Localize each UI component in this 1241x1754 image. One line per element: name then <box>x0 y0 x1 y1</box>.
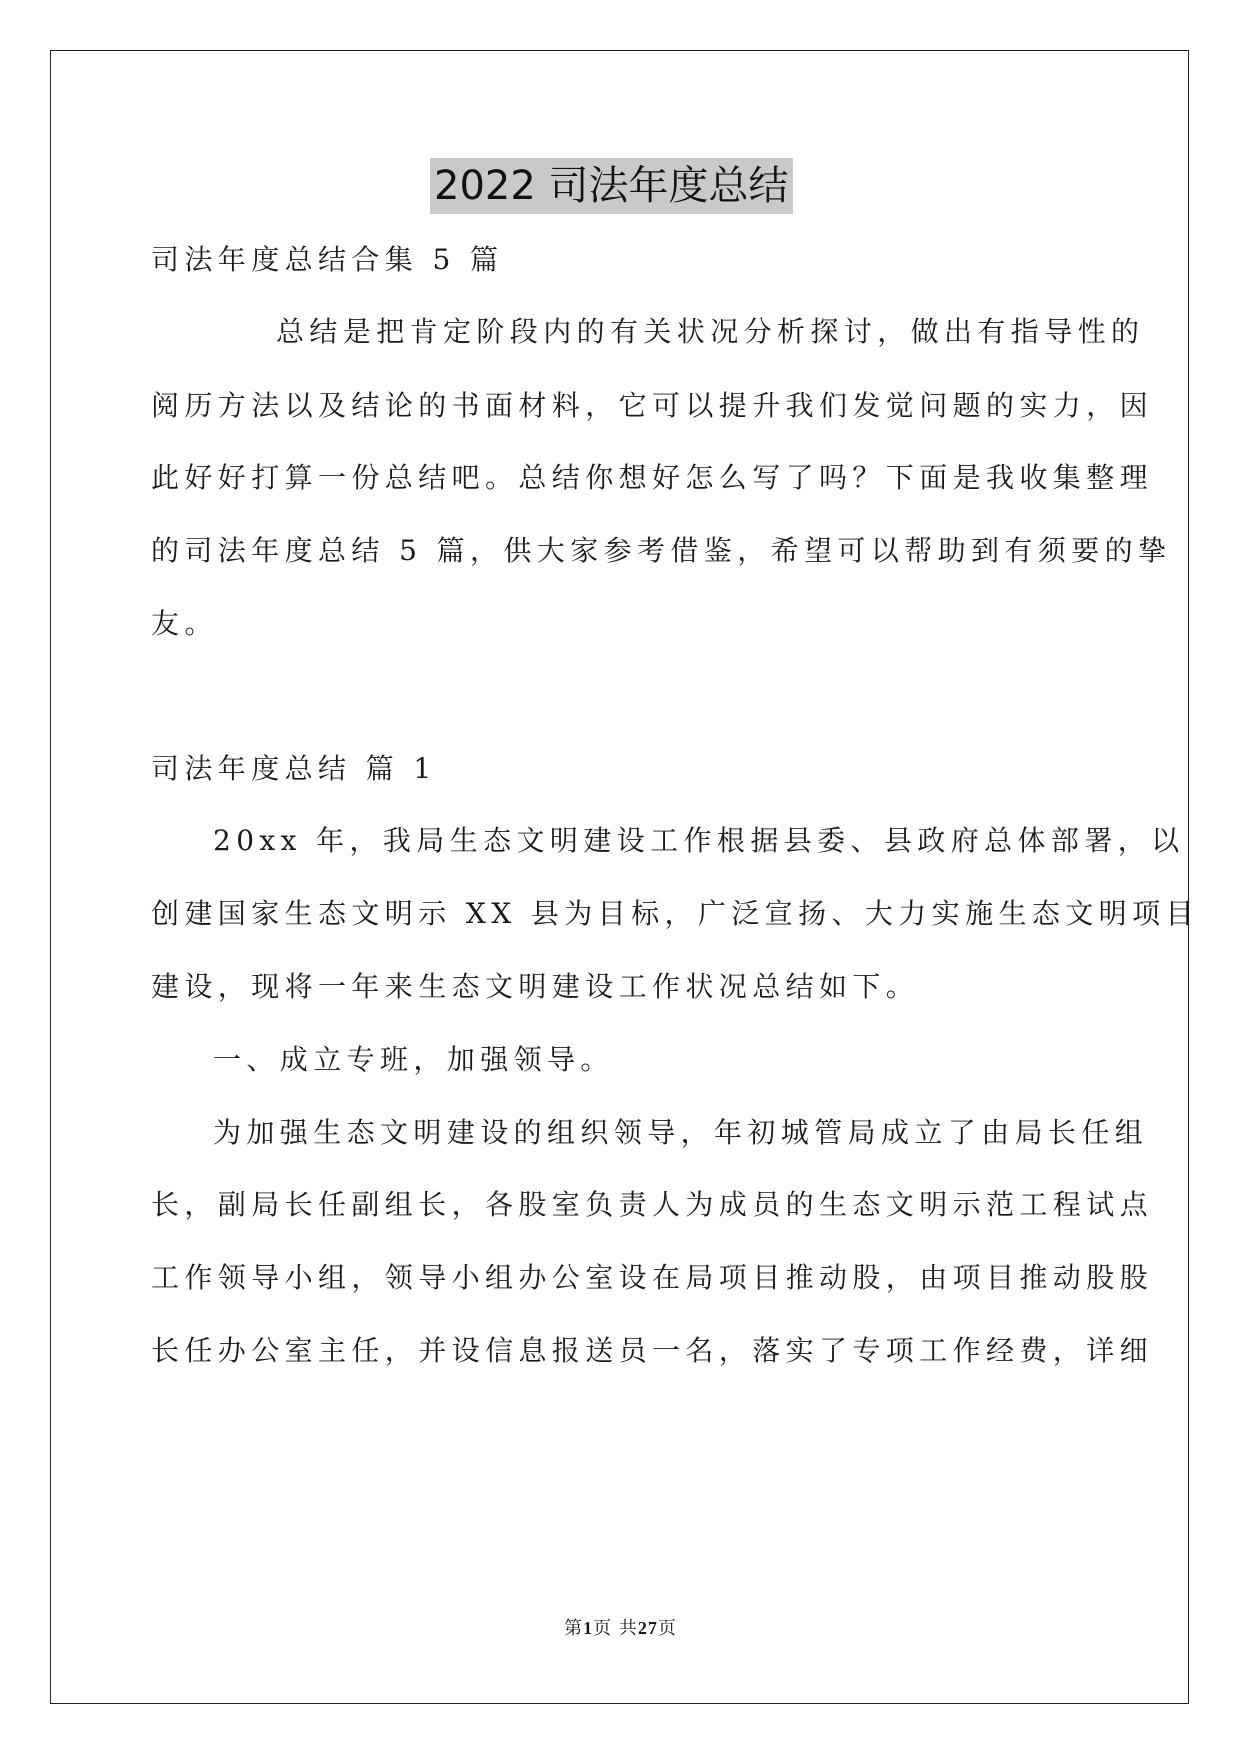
intro-line: 总结是把肯定阶段内的有关状况分析探讨，做出有指导性的 <box>276 315 1145 348</box>
total-pages: 27 <box>637 1618 658 1638</box>
intro-line: 的司法年度总结 5 篇，供大家参考借鉴，希望可以帮助到有须要的挚 <box>151 534 1172 567</box>
footer-label: 页 <box>657 1618 677 1639</box>
intro-line: 阅历方法以及结论的书面材料，它可以提升我们发觉问题的实力，因 <box>151 389 1154 422</box>
subtitle: 司法年度总结合集 5 篇 <box>151 243 504 276</box>
section-heading: 司法年度总结 篇 1 <box>151 752 437 785</box>
point-heading: 一、成立专班，加强领导。 <box>213 1043 614 1076</box>
paragraph-line: 20xx 年，我局生态文明建设工作根据县委、县政府总体部署，以 <box>213 824 1185 857</box>
intro-line: 友。 <box>151 607 218 640</box>
footer-label: 第 <box>564 1618 584 1639</box>
paragraph-line: 建设，现将一年来生态文明建设工作状况总结如下。 <box>151 970 920 1003</box>
paragraph-line: 为加强生态文明建设的组织领导，年初城管局成立了由局长任组 <box>213 1116 1149 1149</box>
paragraph-line: 长，副局长任副组长，各股室负责人为成员的生态文明示范工程试点 <box>151 1188 1154 1221</box>
document-title: 2022 司法年度总结 <box>430 158 793 214</box>
page-footer <box>0 1614 1241 1640</box>
intro-line: 此好好打算一份总结吧。总结你想好怎么写了吗？下面是我收集整理 <box>151 461 1154 494</box>
page-frame <box>50 50 1199 1704</box>
footer-label: 页 共 <box>593 1618 638 1639</box>
paragraph-line: 长任办公室主任，并设信息报送员一名，落实了专项工作经费，详细 <box>151 1334 1154 1367</box>
paragraph-line: 创建国家生态文明示 XX 县为目标，广泛宣扬、大力实施生态文明项目 <box>151 897 1199 930</box>
paragraph-line: 工作领导小组，领导小组办公室设在局项目推动股，由项目推动股股 <box>151 1261 1154 1294</box>
page-number: 1 <box>583 1618 594 1638</box>
